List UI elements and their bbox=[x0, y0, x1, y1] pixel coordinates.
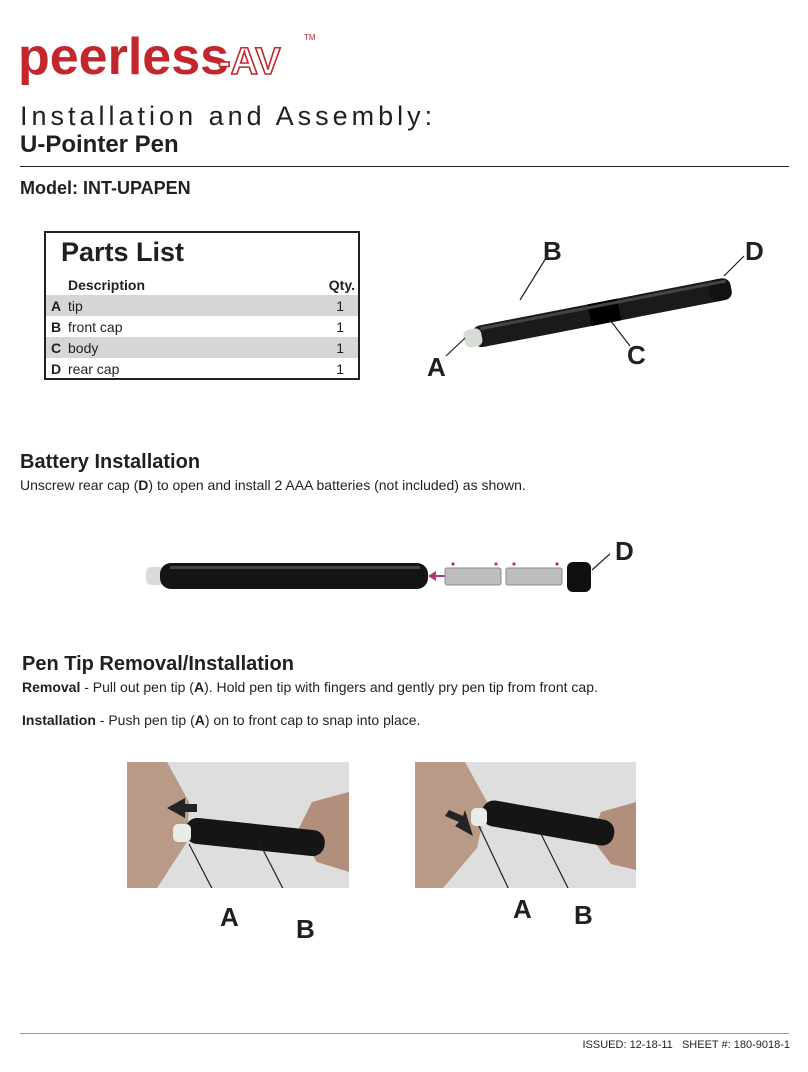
page-title-line1: Installation and Assembly: bbox=[20, 101, 437, 131]
aaa-battery-2 bbox=[506, 568, 562, 585]
part-letter: A bbox=[51, 298, 62, 314]
battery-callout-d: D bbox=[615, 536, 634, 566]
removal-photo bbox=[127, 762, 349, 888]
aaa-battery-1 bbox=[445, 568, 501, 585]
callout-c: C bbox=[627, 340, 646, 370]
part-qty: 1 bbox=[336, 361, 344, 377]
parts-row-b bbox=[46, 316, 358, 337]
pen-illustration bbox=[462, 277, 733, 350]
part-name: rear cap bbox=[68, 361, 120, 377]
parts-row-a bbox=[46, 295, 358, 316]
callout-b: B bbox=[543, 236, 562, 266]
removal-callout-b: B bbox=[296, 914, 315, 944]
pen-tip-heading: Pen Tip Removal/Installation bbox=[22, 653, 294, 675]
part-name: tip bbox=[68, 298, 83, 314]
sheet-number: SHEET #: 180-9018-1 bbox=[681, 1039, 790, 1051]
part-letter: C bbox=[51, 340, 62, 356]
parts-list-header bbox=[46, 276, 358, 294]
callout-d: D bbox=[745, 236, 764, 266]
parts-row-d bbox=[46, 358, 358, 379]
part-letter: B bbox=[51, 319, 62, 335]
parts-list-table bbox=[44, 231, 360, 380]
logo-av-text: -AV bbox=[218, 41, 281, 83]
header-divider bbox=[20, 166, 789, 167]
battery-instructions: Unscrew rear cap (D) to open and install 2 AAA batteries (not included) as shown. bbox=[20, 477, 526, 493]
peerless-av-logo bbox=[18, 18, 318, 98]
part-qty: 1 bbox=[336, 340, 344, 356]
col-description: Description bbox=[68, 277, 146, 293]
rear-cap bbox=[567, 562, 591, 592]
parts-row-c bbox=[46, 337, 358, 358]
page-title-line2: U-Pointer Pen bbox=[20, 131, 179, 158]
part-letter: D bbox=[51, 361, 62, 377]
removal-callout-a: A bbox=[220, 902, 239, 932]
pen-parts-diagram bbox=[420, 230, 790, 380]
part-name: body bbox=[68, 340, 99, 356]
battery-heading: Battery Installation bbox=[20, 451, 201, 473]
logo-brand-text: peerless bbox=[18, 28, 230, 86]
installation-photo bbox=[415, 762, 636, 888]
logo-trademark: TM bbox=[304, 33, 316, 42]
part-name: front cap bbox=[68, 319, 123, 335]
installation-instructions: Installation - Push pen tip (A) on to front cap to snap into place. bbox=[22, 712, 421, 728]
part-qty: 1 bbox=[336, 319, 344, 335]
installation-callout-a: A bbox=[513, 894, 532, 924]
part-qty: 1 bbox=[336, 298, 344, 314]
removal-instructions: Removal - Pull out pen tip (A). Hold pen tip with fingers and gently pry pen tip from front cap. bbox=[22, 679, 598, 695]
col-qty: Qty. bbox=[328, 277, 355, 293]
battery-diagram bbox=[140, 540, 610, 610]
callout-a: A bbox=[427, 352, 446, 382]
footer-divider bbox=[20, 1033, 789, 1034]
footer-issue-info bbox=[583, 1039, 791, 1051]
parts-list-title: Parts List bbox=[61, 237, 185, 267]
model-number: Model: INT-UPAPEN bbox=[20, 178, 191, 198]
installation-callout-b: B bbox=[574, 900, 593, 930]
issued-date: ISSUED: 12-18-11 bbox=[582, 1039, 673, 1051]
